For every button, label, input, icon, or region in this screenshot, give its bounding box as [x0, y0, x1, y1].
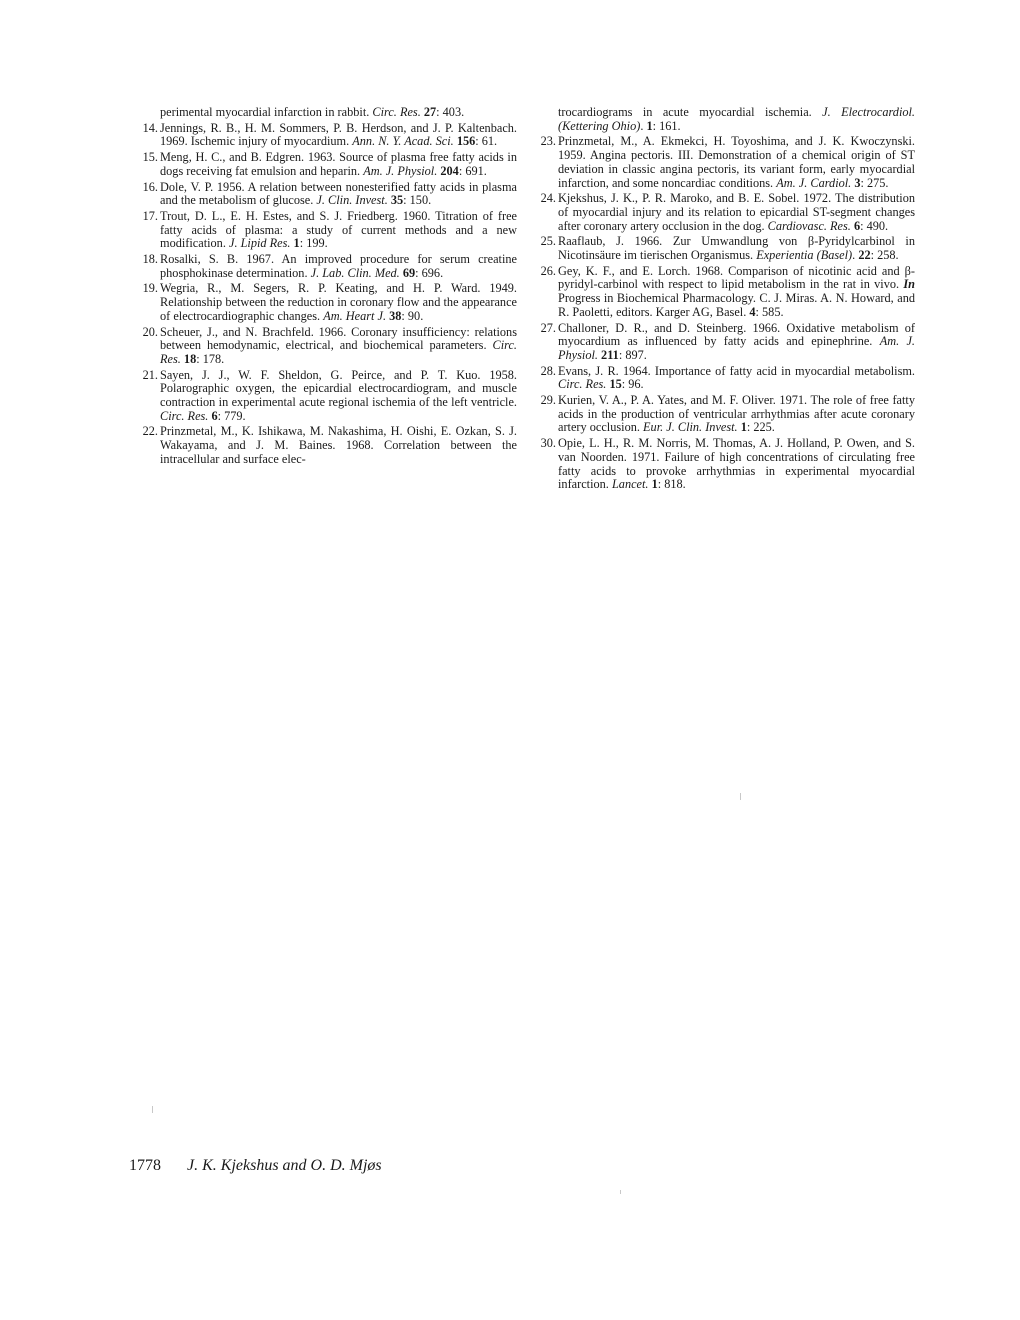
volume-number: 35	[390, 193, 404, 208]
reference-number: 20.	[142, 324, 158, 339]
citation-text: : 403.	[436, 105, 465, 119]
volume-number: 4	[749, 304, 756, 319]
reference-text	[160, 209, 517, 250]
citation-text: : 150.	[403, 193, 432, 208]
citation-text: : 585.	[755, 304, 784, 319]
volume-number: 211	[601, 347, 619, 362]
reference-text	[160, 424, 517, 465]
reference-text	[160, 105, 464, 119]
journal-title: Lancet.	[611, 477, 649, 492]
citation-text: : 96.	[621, 377, 644, 392]
reference-entry	[142, 252, 517, 280]
references-right-column	[540, 105, 916, 494]
reference-text	[160, 281, 517, 322]
reference-entry	[540, 191, 915, 233]
running-authors: J. K. Kjekshus and O. D. Mjøs	[187, 1157, 382, 1174]
reference-text	[558, 105, 915, 133]
volume-number: 15	[609, 377, 622, 392]
reference-text	[558, 264, 915, 319]
citation-text: : 199.	[299, 236, 328, 251]
journal-title: Am. J. Cardiol.	[776, 175, 852, 190]
volume-number: 69	[402, 265, 416, 280]
volume-number: 1	[740, 420, 747, 435]
citation-text: Raaflaub, J. 1966. Zur Umwandlung von β-Pyridylcarbinol in Nicotinsäure im tierischen Organismus.	[558, 234, 915, 263]
reference-text	[160, 150, 517, 178]
reference-number: 28.	[540, 363, 556, 378]
reference-entry	[142, 367, 517, 424]
journal-title: Circ. Res.	[160, 338, 517, 366]
journal-title: Circ. Res.	[558, 377, 607, 392]
volume-number: 1	[293, 236, 300, 251]
citation-text: : 90.	[401, 308, 424, 323]
volume-number: 204	[440, 163, 459, 178]
scan-speck	[740, 793, 741, 800]
reference-text	[558, 191, 915, 232]
citation-text: perimental myocardial infarction in rabbit.	[160, 105, 373, 119]
volume-number: 38	[389, 308, 402, 323]
journal-title: J. Clin. Invest.	[316, 193, 388, 208]
reference-entry	[558, 106, 915, 133]
citation-text: : 490.	[860, 218, 889, 233]
citation-text: : 178.	[196, 351, 225, 366]
reference-entry	[540, 436, 915, 492]
citation-text: Opie, L. H., R. M. Norris, M. Thomas, A. J. Holland, P. Owen, and S. van Noorden. 1971. Failure of high concentrations of circulating free fatty acids to provoke arrhythmias in experimental myocardial infarction.	[558, 436, 915, 492]
page-number: 1778	[129, 1157, 161, 1174]
reference-text	[160, 368, 517, 423]
references-left-column	[142, 105, 517, 469]
journal-title: Experientia (Basel)	[756, 248, 853, 263]
journal-title: Am. Heart J.	[323, 308, 387, 323]
reference-number: 26.	[540, 263, 556, 278]
volume-number: 18	[183, 351, 197, 366]
citation-text: : 696.	[415, 265, 444, 280]
reference-entry	[540, 263, 915, 320]
journal-title: Eur. J. Clin. Invest.	[643, 420, 738, 435]
scan-speck	[152, 1106, 153, 1113]
citation-text: Evans, J. R. 1964. Importance of fatty acid in myocardial metabolism.	[558, 363, 915, 378]
citation-text: Kjekshus, J. K., P. R. Maroko, and B. E. Sobel. 1972. The distribution of myocardial injury and its relation to epicardial ST-segment changes after coronary artery occlusion in the dog.	[558, 191, 915, 233]
reference-number: 14.	[142, 120, 158, 135]
volume-number: 27	[423, 105, 437, 119]
citation-text: .	[852, 248, 859, 263]
journal-title: Am. J. Physiol.	[558, 334, 915, 362]
citation-text: Gey, K. F., and E. Lorch. 1968. Comparison of nicotinic acid and β-pyridyl-carbinol with respect to lipid metabolism in the rat in vivo.	[558, 263, 915, 292]
reference-entry	[540, 134, 915, 190]
reference-entry	[142, 150, 517, 178]
volume-number: 156	[456, 134, 476, 149]
reference-text	[160, 121, 517, 149]
reference-number: 24.	[540, 191, 556, 206]
reference-entry	[142, 281, 517, 323]
reference-entry	[142, 179, 517, 208]
citation-text: Sayen, J. J., W. F. Sheldon, G. Peirce, and P. T. Kuo. 1958. Polarographic oxygen, the epicardial electrocardiogram, and muscle contraction in experimental acute regional ischemia of the left ventricle.	[160, 367, 517, 410]
reference-entry	[142, 324, 517, 367]
citation-text: Rosalki, S. B. 1967. An improved procedure for serum creatine phosphokinase determination.	[160, 252, 517, 280]
citation-text: Scheuer, J., and N. Brachfeld. 1966. Coronary insufficiency: relations between hemodynamic, electrical, and biochemical parameters.	[160, 324, 517, 353]
citation-text: Meng, H. C., and B. Edgren. 1963. Source of plasma free fatty acids in dogs receiving fat emulsion and heparin.	[160, 150, 517, 178]
citation-text: : 161.	[652, 118, 681, 133]
citation-text: : 691.	[458, 163, 487, 178]
citation-text: Progress in Biochemical Pharmacology. C. J. Miras. A. N. Howard, and R. Paoletti, editors. Karger AG, Basel.	[558, 291, 915, 319]
volume-number: 6	[211, 408, 218, 423]
journal-title: Am. J. Physiol.	[363, 163, 438, 178]
journal-title: J. Lab. Clin. Med.	[310, 265, 400, 280]
citation-text: Challoner, D. R., and D. Steinberg. 1966. Oxidative metabolism of myocardium as influenced by fatty acids and epinephrine.	[558, 320, 915, 349]
citation-text: : 258.	[870, 248, 899, 263]
reference-number: 29.	[540, 393, 556, 408]
volume-number: 1	[651, 477, 658, 492]
journal-title: J. Lipid Res.	[228, 236, 291, 251]
reference-entry	[540, 363, 915, 392]
citation-text: Wegria, R., M. Segers, R. P. Keating, and H. P. Ward. 1949. Relationship between the reduction in coronary flow and the appearance of electrocardiographic changes.	[160, 281, 517, 323]
volume-number: 1	[646, 118, 653, 133]
reference-number: 30.	[540, 436, 556, 451]
reference-number: 27.	[540, 320, 556, 335]
journal-title: J. Electrocardiol. (Kettering Ohio)	[558, 105, 916, 133]
reference-number: 19.	[142, 281, 158, 296]
citation-text: : 897.	[618, 347, 647, 362]
citation-text: Trout, D. L., E. H. Estes, and S. J. Friedberg. 1960. Titration of free fatty acids of plasma: a study of current methods and a new modification.	[160, 208, 517, 251]
reference-number: 18.	[142, 252, 158, 267]
reference-entry	[540, 234, 915, 263]
reference-text	[160, 252, 517, 280]
citation-text: : 61.	[475, 134, 498, 149]
reference-text	[160, 325, 517, 366]
journal-title: Circ. Res.	[160, 408, 209, 423]
reference-number: 23.	[540, 134, 556, 149]
page-footer	[129, 1157, 382, 1175]
reference-text	[558, 393, 915, 434]
journal-title: Circ. Res.	[372, 105, 421, 119]
reference-entry	[540, 320, 915, 363]
citation-text: trocardiograms in acute myocardial ischemia.	[558, 105, 823, 119]
reference-entry	[160, 106, 517, 120]
reference-text	[558, 134, 915, 189]
reference-text	[558, 234, 915, 262]
citation-text: : 818.	[657, 477, 686, 492]
citation-text: Jennings, R. B., H. M. Sommers, P. B. Herdson, and J. P. Kaltenbach. 1969. Ischemic injury of myocardium.	[160, 120, 517, 149]
citation-text: : 275.	[860, 175, 889, 190]
journal-title: Ann. N. Y. Acad. Sci.	[352, 134, 454, 149]
volume-number: 3	[854, 175, 861, 190]
citation-text: Kurien, V. A., P. A. Yates, and M. F. Oliver. 1971. The role of free fatty acids in the production of ventricular arrhythmias after acute coronary artery occlusion.	[558, 393, 915, 435]
reference-text	[558, 364, 915, 392]
reference-number: 22.	[142, 424, 158, 439]
reference-number: 21.	[142, 367, 158, 382]
volume-number: 6	[853, 218, 861, 233]
journal-title: Cardiovasc. Res.	[767, 218, 851, 233]
reference-number: 25.	[540, 234, 556, 249]
reference-text	[160, 180, 517, 208]
reference-number: 15.	[142, 150, 158, 165]
reference-text	[558, 436, 915, 491]
reference-entry	[142, 424, 517, 466]
citation-text: Prinzmetal, M., K. Ishikawa, M. Nakashima, H. Oishi, E. Ozkan, S. J. Wakayama, and J. M. Baines. 1968. Correlation between the intracellular and surface elec-	[160, 424, 517, 466]
citation-text: Dole, V. P. 1956. A relation between nonesterified fatty acids in plasma and the metabolism of glucose.	[160, 179, 517, 208]
citation-text: : 779.	[217, 408, 246, 423]
volume-number: 22	[858, 248, 871, 263]
citation-text: Prinzmetal, M., A. Ekmekci, H. Toyoshima, and J. K. Kwoczynski. 1959. Angina pectoris. III. Demonstration of a chemical origin of ST deviation in classic angina pectoris, its variant form, early myocardial infarction, and some noncardiac conditions.	[558, 134, 915, 190]
reference-entry	[142, 208, 517, 251]
journal-title: In	[903, 277, 915, 292]
citation-text: .	[640, 118, 647, 133]
reference-entry	[540, 393, 915, 435]
reference-entry	[142, 120, 517, 149]
reference-number: 17.	[142, 208, 158, 223]
scan-speck	[620, 1190, 621, 1194]
reference-number: 16.	[142, 179, 158, 194]
reference-text	[558, 321, 915, 362]
citation-text: : 225.	[746, 420, 775, 435]
